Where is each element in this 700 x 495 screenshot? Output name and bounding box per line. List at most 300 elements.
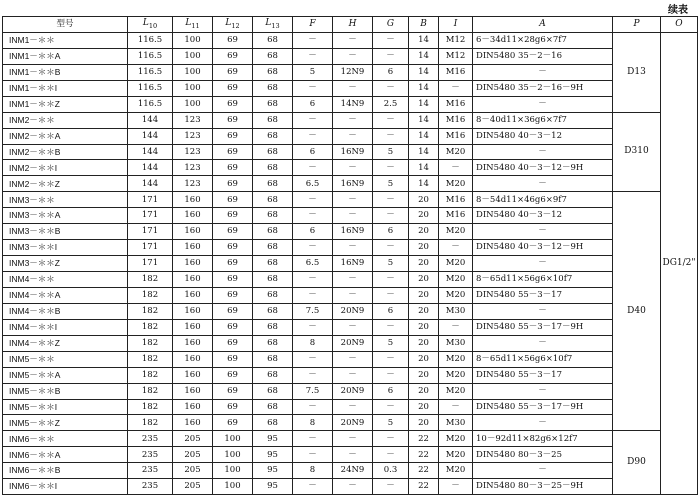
cell-l10: 182 bbox=[128, 351, 173, 367]
cell-g: 0.3 bbox=[373, 463, 409, 479]
cell-f: － bbox=[293, 367, 333, 383]
spec-table bbox=[2, 16, 698, 495]
table-row bbox=[3, 319, 698, 335]
cell-l11: 123 bbox=[173, 144, 213, 160]
cell-model: INM5－＊＊ bbox=[3, 351, 128, 367]
cell-model: INM5－＊＊I bbox=[3, 399, 128, 415]
cell-l10: 182 bbox=[128, 415, 173, 431]
cell-i: M20 bbox=[439, 287, 473, 303]
cell-f: － bbox=[293, 447, 333, 463]
cell-g: － bbox=[373, 48, 409, 64]
cell-l13: 68 bbox=[253, 144, 293, 160]
cell-l10: 144 bbox=[128, 112, 173, 128]
cell-a: － bbox=[473, 256, 613, 272]
cell-h: － bbox=[333, 160, 373, 176]
cell-l10: 235 bbox=[128, 463, 173, 479]
cell-h: 16N9 bbox=[333, 224, 373, 240]
cell-l11: 123 bbox=[173, 176, 213, 192]
cell-i: M20 bbox=[439, 351, 473, 367]
cell-g: － bbox=[373, 240, 409, 256]
cell-model: INM6－＊＊B bbox=[3, 463, 128, 479]
cell-l12: 69 bbox=[213, 160, 253, 176]
cell-l11: 100 bbox=[173, 64, 213, 80]
cell-model: INM6－＊＊I bbox=[3, 479, 128, 495]
cell-i: M20 bbox=[439, 272, 473, 288]
cell-l13: 68 bbox=[253, 160, 293, 176]
cell-l10: 182 bbox=[128, 303, 173, 319]
cell-i: M30 bbox=[439, 335, 473, 351]
cell-l10: 182 bbox=[128, 335, 173, 351]
cell-i: M16 bbox=[439, 64, 473, 80]
cell-a: － bbox=[473, 176, 613, 192]
cell-h: 16N9 bbox=[333, 144, 373, 160]
cell-l10: 144 bbox=[128, 160, 173, 176]
cell-i: － bbox=[439, 319, 473, 335]
cell-g: － bbox=[373, 431, 409, 447]
table-row bbox=[3, 287, 698, 303]
cell-h: － bbox=[333, 479, 373, 495]
cell-i: － bbox=[439, 160, 473, 176]
cell-a: DIN5480 40－3－12 bbox=[473, 208, 613, 224]
cell-b: 20 bbox=[409, 399, 439, 415]
cell-g: － bbox=[373, 399, 409, 415]
cell-h: － bbox=[333, 192, 373, 208]
cell-model: INM1－＊＊Z bbox=[3, 96, 128, 112]
cell-f: 7.5 bbox=[293, 303, 333, 319]
cell-model: INM1－＊＊I bbox=[3, 80, 128, 96]
header-g: G bbox=[373, 17, 409, 33]
cell-l13: 68 bbox=[253, 176, 293, 192]
cell-b: 14 bbox=[409, 64, 439, 80]
table-row bbox=[3, 431, 698, 447]
cell-l12: 69 bbox=[213, 32, 253, 48]
table-row bbox=[3, 367, 698, 383]
cell-l12: 69 bbox=[213, 144, 253, 160]
cell-g: 5 bbox=[373, 256, 409, 272]
cell-b: 20 bbox=[409, 192, 439, 208]
cell-a: 6－34d11×28g6×7f7 bbox=[473, 32, 613, 48]
cell-l10: 144 bbox=[128, 176, 173, 192]
cell-l11: 160 bbox=[173, 208, 213, 224]
cell-l11: 205 bbox=[173, 431, 213, 447]
cell-l13: 95 bbox=[253, 447, 293, 463]
cell-l10: 116.5 bbox=[128, 32, 173, 48]
table-row bbox=[3, 399, 698, 415]
header-o: O bbox=[661, 17, 698, 33]
cell-i: M20 bbox=[439, 447, 473, 463]
cell-l10: 171 bbox=[128, 192, 173, 208]
cell-l11: 160 bbox=[173, 367, 213, 383]
cell-b: 20 bbox=[409, 240, 439, 256]
cell-model: INM5－＊＊B bbox=[3, 383, 128, 399]
table-row bbox=[3, 240, 698, 256]
cell-h: － bbox=[333, 208, 373, 224]
cell-i: － bbox=[439, 240, 473, 256]
cell-f: － bbox=[293, 319, 333, 335]
cell-l12: 69 bbox=[213, 415, 253, 431]
cell-g: － bbox=[373, 479, 409, 495]
cell-l12: 69 bbox=[213, 272, 253, 288]
cell-g: 6 bbox=[373, 224, 409, 240]
cell-l11: 160 bbox=[173, 192, 213, 208]
cell-h: 20N9 bbox=[333, 383, 373, 399]
cell-h: － bbox=[333, 80, 373, 96]
cell-model: INM1－＊＊ bbox=[3, 32, 128, 48]
cell-h: 16N9 bbox=[333, 176, 373, 192]
cell-l11: 160 bbox=[173, 256, 213, 272]
table-row bbox=[3, 96, 698, 112]
cell-g: － bbox=[373, 160, 409, 176]
cell-f: － bbox=[293, 351, 333, 367]
cell-l12: 69 bbox=[213, 96, 253, 112]
cell-f: － bbox=[293, 192, 333, 208]
cell-f: 6.5 bbox=[293, 256, 333, 272]
cell-model: INM5－＊＊Z bbox=[3, 415, 128, 431]
cell-a: 8－65d11×56g6×10f7 bbox=[473, 272, 613, 288]
cell-g: － bbox=[373, 32, 409, 48]
cell-l13: 68 bbox=[253, 383, 293, 399]
cell-l13: 95 bbox=[253, 479, 293, 495]
cell-l12: 69 bbox=[213, 319, 253, 335]
cell-b: 20 bbox=[409, 256, 439, 272]
cell-l13: 68 bbox=[253, 287, 293, 303]
cell-l11: 100 bbox=[173, 80, 213, 96]
header-l11: $L_{11}$ bbox=[173, 17, 213, 33]
cell-f: 7.5 bbox=[293, 383, 333, 399]
cell-p-group: D90 bbox=[613, 431, 661, 495]
table-row bbox=[3, 383, 698, 399]
cell-l12: 69 bbox=[213, 80, 253, 96]
cell-b: 20 bbox=[409, 272, 439, 288]
cell-h: － bbox=[333, 128, 373, 144]
cell-a: DIN5480 40－3－12－9H bbox=[473, 240, 613, 256]
cell-a: 8－65d11×56g6×10f7 bbox=[473, 351, 613, 367]
cell-a: DIN5480 55－3－17 bbox=[473, 287, 613, 303]
cell-a: － bbox=[473, 335, 613, 351]
cell-l10: 235 bbox=[128, 431, 173, 447]
cell-l10: 171 bbox=[128, 240, 173, 256]
cell-g: － bbox=[373, 80, 409, 96]
cell-l12: 69 bbox=[213, 351, 253, 367]
cell-l11: 123 bbox=[173, 128, 213, 144]
cell-f: 5 bbox=[293, 64, 333, 80]
cell-h: － bbox=[333, 431, 373, 447]
cell-h: 20N9 bbox=[333, 303, 373, 319]
header-i: I bbox=[439, 17, 473, 33]
cell-model: INM4－＊＊I bbox=[3, 319, 128, 335]
header-a: A bbox=[473, 17, 613, 33]
cell-l12: 69 bbox=[213, 208, 253, 224]
cell-model: INM5－＊＊A bbox=[3, 367, 128, 383]
header-model: 型号 bbox=[3, 17, 128, 33]
cell-i: M20 bbox=[439, 431, 473, 447]
cell-l10: 144 bbox=[128, 128, 173, 144]
cell-a: DIN5480 40－3－12－9H bbox=[473, 160, 613, 176]
cell-h: 20N9 bbox=[333, 415, 373, 431]
cell-l10: 116.5 bbox=[128, 80, 173, 96]
cell-g: － bbox=[373, 128, 409, 144]
cell-l13: 68 bbox=[253, 319, 293, 335]
table-row bbox=[3, 128, 698, 144]
cell-f: 6.5 bbox=[293, 176, 333, 192]
cell-l12: 69 bbox=[213, 303, 253, 319]
cell-l13: 68 bbox=[253, 240, 293, 256]
cell-l12: 100 bbox=[213, 447, 253, 463]
cell-h: － bbox=[333, 367, 373, 383]
cell-l12: 69 bbox=[213, 112, 253, 128]
table-row bbox=[3, 48, 698, 64]
table-row bbox=[3, 272, 698, 288]
cell-g: 2.5 bbox=[373, 96, 409, 112]
cell-l11: 123 bbox=[173, 112, 213, 128]
cell-b: 14 bbox=[409, 96, 439, 112]
cell-model: INM3－＊＊B bbox=[3, 224, 128, 240]
cell-l11: 100 bbox=[173, 32, 213, 48]
cell-l12: 69 bbox=[213, 128, 253, 144]
header-row bbox=[3, 17, 698, 33]
cell-h: － bbox=[333, 240, 373, 256]
cell-f: 8 bbox=[293, 463, 333, 479]
cell-l13: 68 bbox=[253, 112, 293, 128]
cell-model: INM4－＊＊A bbox=[3, 287, 128, 303]
cell-i: M30 bbox=[439, 415, 473, 431]
cell-model: INM4－＊＊Z bbox=[3, 335, 128, 351]
cell-i: M20 bbox=[439, 176, 473, 192]
cell-l13: 68 bbox=[253, 335, 293, 351]
cell-h: 14N9 bbox=[333, 96, 373, 112]
cell-f: 6 bbox=[293, 144, 333, 160]
cell-a: DIN5480 55－3－17－9H bbox=[473, 399, 613, 415]
cell-model: INM3－＊＊Z bbox=[3, 256, 128, 272]
cell-h: － bbox=[333, 32, 373, 48]
header-p: P bbox=[613, 17, 661, 33]
cell-a: － bbox=[473, 415, 613, 431]
header-f: F bbox=[293, 17, 333, 33]
cell-l12: 69 bbox=[213, 192, 253, 208]
cell-h: － bbox=[333, 272, 373, 288]
cell-f: － bbox=[293, 32, 333, 48]
cell-l10: 182 bbox=[128, 383, 173, 399]
cell-model: INM1－＊＊A bbox=[3, 48, 128, 64]
cell-h: － bbox=[333, 112, 373, 128]
cell-model: INM3－＊＊A bbox=[3, 208, 128, 224]
cell-f: － bbox=[293, 160, 333, 176]
cell-l13: 68 bbox=[253, 192, 293, 208]
cell-h: 16N9 bbox=[333, 256, 373, 272]
cell-g: － bbox=[373, 287, 409, 303]
cell-l12: 69 bbox=[213, 399, 253, 415]
cell-g: － bbox=[373, 447, 409, 463]
cell-l12: 69 bbox=[213, 176, 253, 192]
cell-f: － bbox=[293, 479, 333, 495]
cell-model: INM6－＊＊ bbox=[3, 431, 128, 447]
cell-g: 5 bbox=[373, 415, 409, 431]
cell-b: 22 bbox=[409, 431, 439, 447]
cell-model: INM2－＊＊Z bbox=[3, 176, 128, 192]
cell-l12: 69 bbox=[213, 240, 253, 256]
cell-f: － bbox=[293, 208, 333, 224]
cell-b: 22 bbox=[409, 479, 439, 495]
cell-l13: 68 bbox=[253, 32, 293, 48]
cell-f: 8 bbox=[293, 415, 333, 431]
header-h: H bbox=[333, 17, 373, 33]
cell-l12: 69 bbox=[213, 48, 253, 64]
cell-l13: 95 bbox=[253, 463, 293, 479]
table-row bbox=[3, 192, 698, 208]
table-row bbox=[3, 176, 698, 192]
cell-model: INM4－＊＊B bbox=[3, 303, 128, 319]
cell-b: 20 bbox=[409, 319, 439, 335]
cell-l13: 68 bbox=[253, 64, 293, 80]
cell-i: M16 bbox=[439, 128, 473, 144]
cell-a: DIN5480 80－3－25 bbox=[473, 447, 613, 463]
cell-l10: 235 bbox=[128, 479, 173, 495]
cell-l13: 68 bbox=[253, 256, 293, 272]
cell-l10: 171 bbox=[128, 256, 173, 272]
cell-a: － bbox=[473, 463, 613, 479]
cell-l10: 116.5 bbox=[128, 48, 173, 64]
cell-l12: 69 bbox=[213, 367, 253, 383]
cell-l11: 100 bbox=[173, 96, 213, 112]
cell-l13: 95 bbox=[253, 431, 293, 447]
cell-l12: 100 bbox=[213, 431, 253, 447]
cell-l13: 68 bbox=[253, 272, 293, 288]
cell-l13: 68 bbox=[253, 351, 293, 367]
cell-model: INM1－＊＊B bbox=[3, 64, 128, 80]
cell-b: 14 bbox=[409, 80, 439, 96]
cell-l11: 205 bbox=[173, 463, 213, 479]
cell-l11: 205 bbox=[173, 447, 213, 463]
cell-f: － bbox=[293, 287, 333, 303]
cell-b: 20 bbox=[409, 224, 439, 240]
cell-l13: 68 bbox=[253, 208, 293, 224]
table-body bbox=[3, 32, 698, 494]
table-row bbox=[3, 224, 698, 240]
header-l12: $L_{12}$ bbox=[213, 17, 253, 33]
table-row bbox=[3, 256, 698, 272]
cell-l11: 123 bbox=[173, 160, 213, 176]
header-l13: $L_{13}$ bbox=[253, 17, 293, 33]
cell-l10: 171 bbox=[128, 208, 173, 224]
cell-l11: 160 bbox=[173, 335, 213, 351]
cell-l11: 100 bbox=[173, 48, 213, 64]
cell-g: － bbox=[373, 367, 409, 383]
table-row bbox=[3, 415, 698, 431]
cell-l11: 160 bbox=[173, 272, 213, 288]
cell-l11: 160 bbox=[173, 319, 213, 335]
cell-g: 5 bbox=[373, 335, 409, 351]
cell-a: DIN5480 55－3－17－9H bbox=[473, 319, 613, 335]
cell-b: 20 bbox=[409, 351, 439, 367]
table-row bbox=[3, 160, 698, 176]
cell-i: － bbox=[439, 80, 473, 96]
cell-a: 10－92d11×82g6×12f7 bbox=[473, 431, 613, 447]
cell-h: 12N9 bbox=[333, 64, 373, 80]
cell-b: 20 bbox=[409, 303, 439, 319]
cell-b: 20 bbox=[409, 383, 439, 399]
cell-b: 22 bbox=[409, 447, 439, 463]
cell-b: 22 bbox=[409, 463, 439, 479]
cell-p-group: D13 bbox=[613, 32, 661, 112]
cell-g: 6 bbox=[373, 383, 409, 399]
table-row bbox=[3, 80, 698, 96]
cell-i: M12 bbox=[439, 48, 473, 64]
cell-f: － bbox=[293, 240, 333, 256]
cell-g: 5 bbox=[373, 144, 409, 160]
cell-h: － bbox=[333, 287, 373, 303]
cell-f: － bbox=[293, 399, 333, 415]
cell-l10: 182 bbox=[128, 287, 173, 303]
cell-g: － bbox=[373, 351, 409, 367]
cell-model: INM6－＊＊A bbox=[3, 447, 128, 463]
cell-g: 6 bbox=[373, 303, 409, 319]
table-row bbox=[3, 335, 698, 351]
cell-a: 8－40d11×36g6×7f7 bbox=[473, 112, 613, 128]
cell-model: INM4－＊＊ bbox=[3, 272, 128, 288]
cell-g: 5 bbox=[373, 176, 409, 192]
cell-h: － bbox=[333, 48, 373, 64]
cell-f: － bbox=[293, 112, 333, 128]
header-l10: $L_{10}$ bbox=[128, 17, 173, 33]
cell-p-group: D310 bbox=[613, 112, 661, 192]
cell-a: － bbox=[473, 144, 613, 160]
cell-l13: 68 bbox=[253, 399, 293, 415]
continued-label: 续表 bbox=[668, 5, 688, 16]
cell-l13: 68 bbox=[253, 80, 293, 96]
table-row bbox=[3, 463, 698, 479]
cell-model: INM3－＊＊I bbox=[3, 240, 128, 256]
cell-l11: 160 bbox=[173, 224, 213, 240]
cell-l10: 116.5 bbox=[128, 96, 173, 112]
cell-b: 14 bbox=[409, 144, 439, 160]
cell-l12: 69 bbox=[213, 383, 253, 399]
cell-b: 14 bbox=[409, 176, 439, 192]
cell-model: INM2－＊＊I bbox=[3, 160, 128, 176]
table-row bbox=[3, 112, 698, 128]
cell-a: － bbox=[473, 383, 613, 399]
cell-l10: 182 bbox=[128, 399, 173, 415]
cell-a: DIN5480 40－3－12 bbox=[473, 128, 613, 144]
cell-i: － bbox=[439, 399, 473, 415]
cell-b: 14 bbox=[409, 128, 439, 144]
cell-f: － bbox=[293, 272, 333, 288]
cell-g: 6 bbox=[373, 64, 409, 80]
cell-b: 14 bbox=[409, 160, 439, 176]
table-row bbox=[3, 144, 698, 160]
cell-a: － bbox=[473, 303, 613, 319]
cell-i: M16 bbox=[439, 96, 473, 112]
cell-i: M20 bbox=[439, 224, 473, 240]
cell-b: 20 bbox=[409, 335, 439, 351]
cell-model: INM2－＊＊ bbox=[3, 112, 128, 128]
cell-i: M20 bbox=[439, 144, 473, 160]
cell-p-group: D40 bbox=[613, 192, 661, 431]
cell-a: DIN5480 35－2－16 bbox=[473, 48, 613, 64]
cell-l12: 69 bbox=[213, 224, 253, 240]
cell-l13: 68 bbox=[253, 415, 293, 431]
cell-g: － bbox=[373, 272, 409, 288]
cell-f: － bbox=[293, 48, 333, 64]
cell-f: － bbox=[293, 128, 333, 144]
cell-f: 6 bbox=[293, 224, 333, 240]
cell-b: 14 bbox=[409, 32, 439, 48]
cell-i: M20 bbox=[439, 367, 473, 383]
cell-l10: 144 bbox=[128, 144, 173, 160]
cell-l10: 182 bbox=[128, 319, 173, 335]
cell-i: M20 bbox=[439, 383, 473, 399]
cell-f: 8 bbox=[293, 335, 333, 351]
cell-l10: 235 bbox=[128, 447, 173, 463]
